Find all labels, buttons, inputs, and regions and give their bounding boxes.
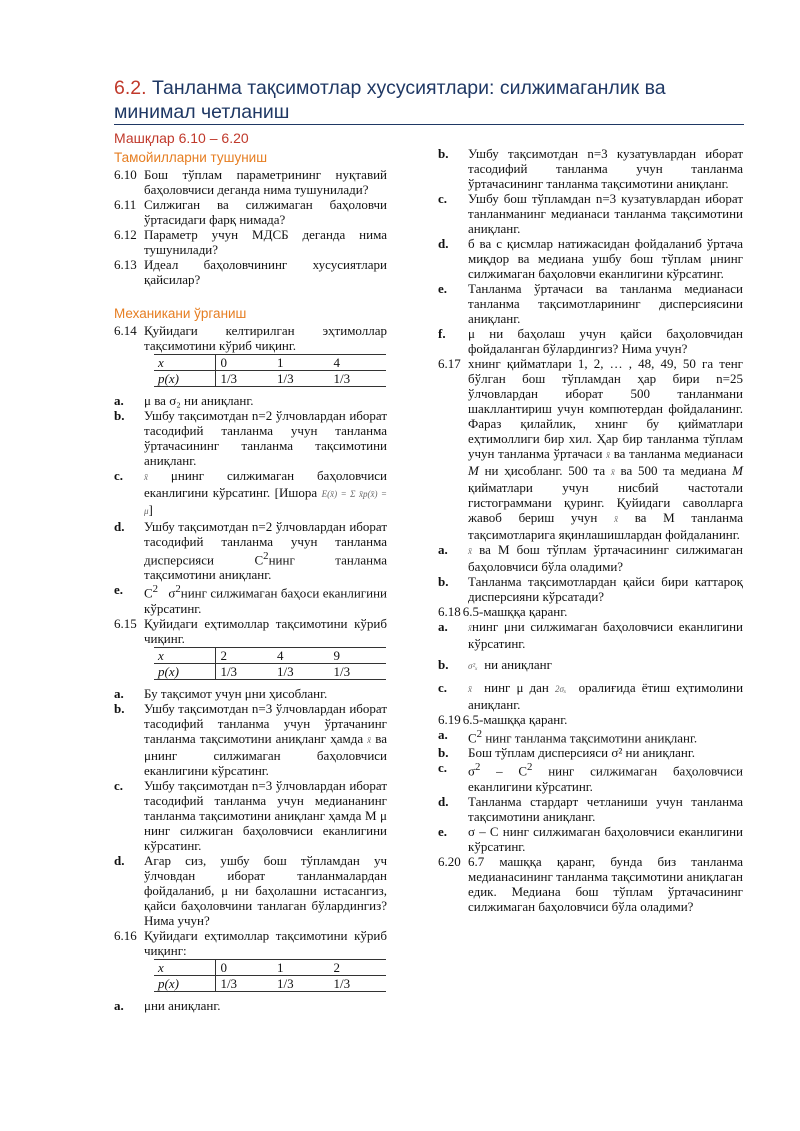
exercise-6-14-b: b. Ушбу тақсимотдан n=2 ўлчовлардан иборат тасодифий танланма учун танланма ўртачасининг танланма тақсимотини аниқланг.: [114, 408, 387, 468]
exercise-6-15-a: a. Бу тақсимот учун μни ҳисобланг.: [114, 685, 328, 701]
exercise-6-14-d: d. Ушбу тақсимотдан n=2 ўлчовлардан иборат тасодифий танланма учун танланма дисперсияси $C^2нинг$ танланма тақсимотини аниқланг.: [114, 519, 387, 583]
exercise-6-14-a: a. μ ва σ₂ ни аниқланг.: [114, 393, 254, 408]
exercise-6-19-e: e. σ – C нинг силжимаган баҳоловчиси еканлигини кўрсатинг.: [438, 823, 743, 854]
probability-table-6-15: x 2 4 9 p(x) 1/3 1/3 1/3: [154, 647, 386, 680]
hint-formula: E(x̄) = Σ x̄p(x̄) = μ: [144, 489, 388, 516]
concepts-heading: Тамойилларни тушуниш: [114, 150, 268, 165]
exercise-6-11: 6.11 Силжиган ва силжимаган баҳоловчи ўртасидаги фарқ нимада?: [114, 197, 387, 227]
exercise-6-19-d: d. Танланма стардарт четланиши учун танланма тақсимотини аниқланг.: [438, 793, 743, 824]
exercise-6-15-c: c. Ушбу тақсимотдан n=3 ўлчовлардан иборат тасодифий танланма учун медиананинг танланма тақсимотини аниқланг ҳамда M μ нинг силжиган баҳоловчиси еканлигини кўрсатинг.: [114, 777, 387, 853]
probability-table-6-14: x 0 1 4 p(x) 1/3 1/3 1/3: [154, 354, 386, 387]
exercise-6-16: 6.16 Қуйидаги еҳтимоллар тақсимотини кўриб чиқинг:: [114, 927, 387, 958]
exercise-6-18-c: c. x̄ нинг μ дан 2σₓ оралиғида ётиш еҳтимолини аниқланг.: [438, 680, 744, 712]
exercise-6-19: 6.19 6.5-машққа қаранг.: [438, 712, 568, 727]
exercise-6-12: 6.12 Параметр учун МДСБ деганда нима тушунилади?: [114, 227, 387, 257]
exercise-6-15-b: b. Ушбу тақсимотдан n=3 ўлчовлардан иборат тасодифий танланма учун ўртачанинг танланма тақсимотини аниқланг ҳамда x̄ ва μнинг силжимаган баҳоловчиси еканлигини кўрсатинг.: [114, 700, 387, 778]
section-number: 6.2.: [114, 77, 147, 99]
exercise-6-19-c: c. $\sigma^2 - C^2$ нинг силжимаган баҳоловчиси еканлигини кўрсатинг.: [438, 760, 744, 794]
exercise-6-16-d: d. б ва с қисмлар натижасидан фойдаланиб ўртача миқдор ва медиана ушбу бош тўплам μнинг силжимаган баҳоловчи еканлигини кўрсатинг.: [438, 236, 743, 281]
exercise-6-20: 6.20 6.7 машққа қаранг, бунда биз танланма медианасининг танланма тақсимотини аниқлаган едик. Медиана бош тўплам ўртачасининг силжимаган баҳоловчиси бўла оладими?: [438, 853, 743, 914]
left-column: [114, 127, 387, 1013]
exercise-6-18-a: a. x̄нинг μни силжимаган баҳоловчиси еканлигини кўрсатинг.: [438, 619, 743, 651]
exercise-6-16-c: c. Ушбу бош тўпламдан n=3 кузатувлардан иборат танланманинг медианаси танланма тақсимотини аниқланг.: [438, 191, 743, 236]
exercise-6-19-b: b. Бош тўплам дисперсияси σ² ни аниқланг.: [438, 745, 695, 761]
heading-rule: [114, 124, 744, 125]
exercise-6-18-b: b. σ²ₓ ни аниқланг: [438, 657, 552, 672]
exercise-6-15-d: d. Агар сиз, ушбу бош тўпламдан уч ўлчовдан иборат танланмалардан фойдаланиб, μ ни баҳолашни истасангиз, қайси баҳоловчини танлаган бўлардингиз? Нима учун?: [114, 852, 387, 928]
exercise-6-14-c: c. x̄ μнинг силжимаган баҳоловчиси еканлигини кўрсатинг. [Ишора E(x̄) = Σ x̄p(x̄) = μ]: [114, 468, 388, 517]
exercise-6-19-a: a. $C^2$ нинг танланма тақсимотини аниқланг.: [438, 727, 698, 746]
section-title: Танланма тақсимотлар хусусиятлари: силжимаганлик ва минимал четланиш: [114, 77, 666, 123]
section-heading: [114, 76, 714, 124]
exercise-6-15: 6.15 Қуйидаги еҳтимоллар тақсимотини кўриб чиқинг.: [114, 615, 387, 646]
probability-table-6-16: x 0 1 2 p(x) 1/3 1/3 1/3: [154, 959, 386, 992]
exercise-6-16-e: e. Танланма ўртачаси ва танланма медианаси танланма тақсимотларининг дисперсиясини аниқланг.: [438, 281, 743, 326]
exercise-6-16-b: b. Ушбу тақсимотдан n=3 кузатувлардан иборат тасодифий танланма учун танланма ўртачасининг танланма тақсимотини аниқланг.: [438, 146, 743, 191]
exercises-heading: Машқлар 6.10 – 6.20: [114, 130, 249, 146]
exercise-6-10: 6.10 Бош тўплам параметрининг нуқтавий баҳоловчиси деганда нима тушунилади?: [114, 167, 387, 197]
exercise-6-14: 6.14 Қуйидаги келтирилган эҳтимоллар тақсимотини кўриб чиқинг.: [114, 323, 387, 353]
right-column: [438, 146, 743, 914]
exercise-6-16-f: f. μ ни баҳолаш учун қайси баҳоловчидан фойдаланган бўлардингиз? Нима учун?: [438, 326, 743, 356]
exercise-6-16-a: a. μни аниқланг.: [114, 997, 221, 1013]
exercise-6-17-b: b. Танланма тақсимотлардан қайси бири каттароқ дисперсияни кўрсатади?: [438, 574, 743, 604]
exercise-6-17: 6.17 хнинг қийматлари 1, 2, … , 48, 49, 50 га тенг бўлган бош тўпламдан ҳар бири n=25 ўлчовлардан иборат 500 танланмани шакллантириш учун компютердан фойдаланинг. Фараз қилайлик, хнинг бу қийматлари еҳтимоллиги бир хил. Ҳар бир танланма тўплам учун танланма ўртачаси x̄ ва танланма медианаси M ни ҳисобланг. 500 та x̄ ва 500 та медиана M қийматлари учун нисбий частотали гистограммани қуринг. Қуйидаги саволларга жавоб бериш учун x̄ ва M танланма тақсимотларига яқинлашишлардан фойдаланинг.: [438, 356, 744, 542]
exercise-6-14-e: e. $C^2$ $\sigma^2нинг$ силжимаган баҳоси еканлигини кўрсатинг.: [114, 582, 387, 616]
exercise-6-17-a: a. x̄ ва M бош тўплам ўртачасининг силжимаган баҳоловчиси бўла оладими?: [438, 542, 744, 574]
mechanics-heading: Механикани ўрганиш: [114, 306, 247, 321]
exercise-6-13: 6.13 Идеал баҳоловчининг хусусиятлари қайсилар?: [114, 257, 387, 287]
exercise-6-18: 6.18 6.5-машққа қаранг.: [438, 604, 568, 619]
